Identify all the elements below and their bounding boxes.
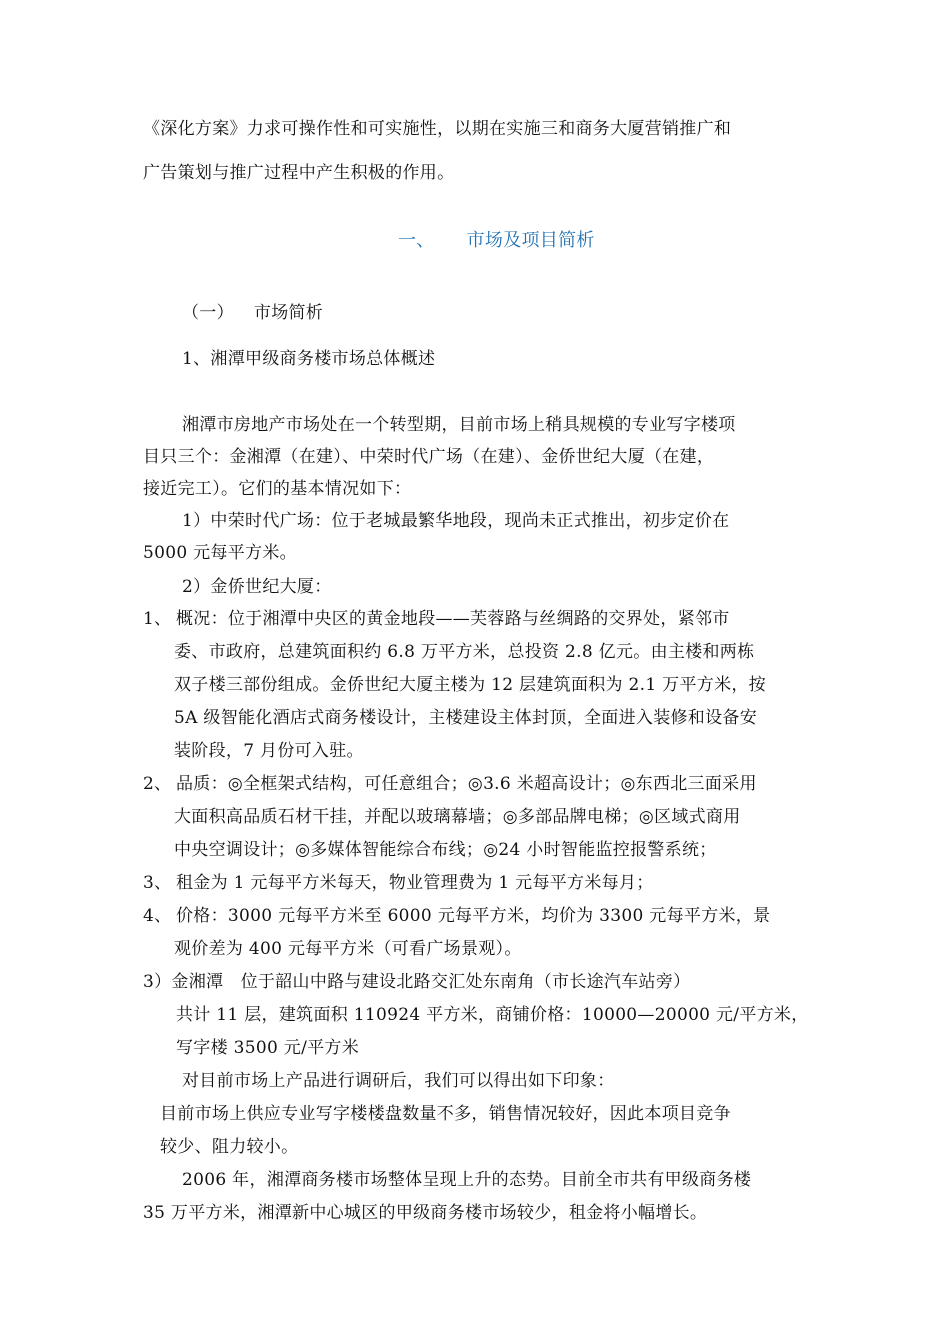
zhongrong-line-1: 1）中荣时代广场：位于老城最繁华地段，现尚未正式推出，初步定价在	[182, 511, 730, 531]
research-line-2: 目前市场上供应专业写字楼楼盘数量不多，销售情况较好，因此本项目竞争	[160, 1104, 731, 1124]
research-line-1: 对目前市场上产品进行调研后，我们可以得出如下印象：	[182, 1071, 615, 1091]
jinqiao-item-1-line-5: 装阶段，7 月份可入驻。	[174, 741, 364, 761]
trend-line-2: 35 万平方米，湘潭新中心城区的甲级商务楼市场较少，租金将小幅增长。	[143, 1203, 708, 1223]
jinxiangtan-line-2: 共计 11 层，建筑面积 110924 平方米，商铺价格：10000—20000 元/平方米，	[176, 1005, 809, 1025]
section-heading-title: 市场及项目简析	[466, 230, 595, 251]
jinqiao-item-4-line-2: 观价差为 400 元每平方米（可看广场景观）。	[174, 939, 522, 959]
jinqiao-title: 2）金侨世纪大厦：	[182, 577, 332, 597]
trend-line-1: 2006 年，湘潭商务楼市场整体呈现上升的态势。目前全市共有甲级商务楼	[182, 1170, 752, 1190]
subsection-heading	[182, 302, 323, 324]
overview-line-3: 接近完工）。它们的基本情况如下：	[143, 479, 412, 499]
subheading-1: 1、湘潭甲级商务楼市场总体概述	[182, 349, 436, 369]
jinqiao-item-2-line-1: 品质：◎全框架式结构，可任意组合；◎3.6 米超高设计；◎东西北三面采用	[176, 774, 757, 794]
jinqiao-item-2-line-2: 大面积高品质石材干挂，并配以玻璃幕墙；◎多部品牌电梯；◎区域式商用	[174, 807, 741, 827]
jinqiao-item-4-number: 4、	[143, 906, 172, 926]
jinqiao-item-3-line-1: 租金为 1 元每平方米每天，物业管理费为 1 元每平方米每月；	[176, 873, 654, 893]
research-line-3: 较少、阻力较小。	[160, 1137, 299, 1157]
jinqiao-item-2-number: 2、	[143, 774, 172, 794]
intro-line-2: 广告策划与推广过程中产生积极的作用。	[143, 163, 455, 183]
zhongrong-line-2: 5000 元每平方米。	[143, 543, 297, 563]
section-heading	[398, 230, 595, 252]
jinqiao-item-1-line-1: 概况：位于湘潭中央区的黄金地段——芙蓉路与丝绸路的交界处，紧邻市	[176, 609, 730, 629]
jinqiao-item-1-line-2: 委、市政府，总建筑面积约 6.8 万平方米，总投资 2.8 亿元。由主楼和两栋	[174, 642, 755, 662]
jinqiao-item-1-line-4: 5A 级智能化酒店式商务楼设计，主楼建设主体封顶，全面进入装修和设备安	[174, 708, 757, 728]
jinxiangtan-line-3: 写字楼 3500 元/平方米	[176, 1038, 359, 1058]
jinqiao-item-2-line-3: 中央空调设计；◎多媒体智能综合布线；◎24 小时智能监控报警系统；	[174, 840, 717, 860]
jinqiao-item-1-line-3: 双子楼三部份组成。金侨世纪大厦主楼为 12 层建筑面积为 2.1 万平方米，按	[174, 675, 766, 695]
jinqiao-item-3-number: 3、	[143, 873, 172, 893]
section-heading-number: 一、	[398, 230, 435, 251]
jinqiao-item-1-number: 1、	[143, 609, 172, 629]
intro-line-1: 《深化方案》力求可操作性和可实施性，以期在实施三和商务大厦营销推广和	[143, 119, 732, 139]
overview-line-1: 湘潭市房地产市场处在一个转型期，目前市场上稍具规模的专业写字楼项	[182, 415, 736, 435]
subsection-title: 市场简析	[253, 303, 324, 323]
subsection-number: （一）	[182, 303, 234, 323]
jinxiangtan-line-1: 3）金湘潭 位于韶山中路与建设北路交汇处东南角（市长途汽车站旁）	[143, 972, 691, 992]
overview-line-2: 目只三个：金湘潭（在建）、中荣时代广场（在建）、金侨世纪大厦（在建，	[143, 447, 715, 467]
jinqiao-item-4-line-1: 价格：3000 元每平方米至 6000 元每平方米，均价为 3300 元每平方米，景	[176, 906, 771, 926]
